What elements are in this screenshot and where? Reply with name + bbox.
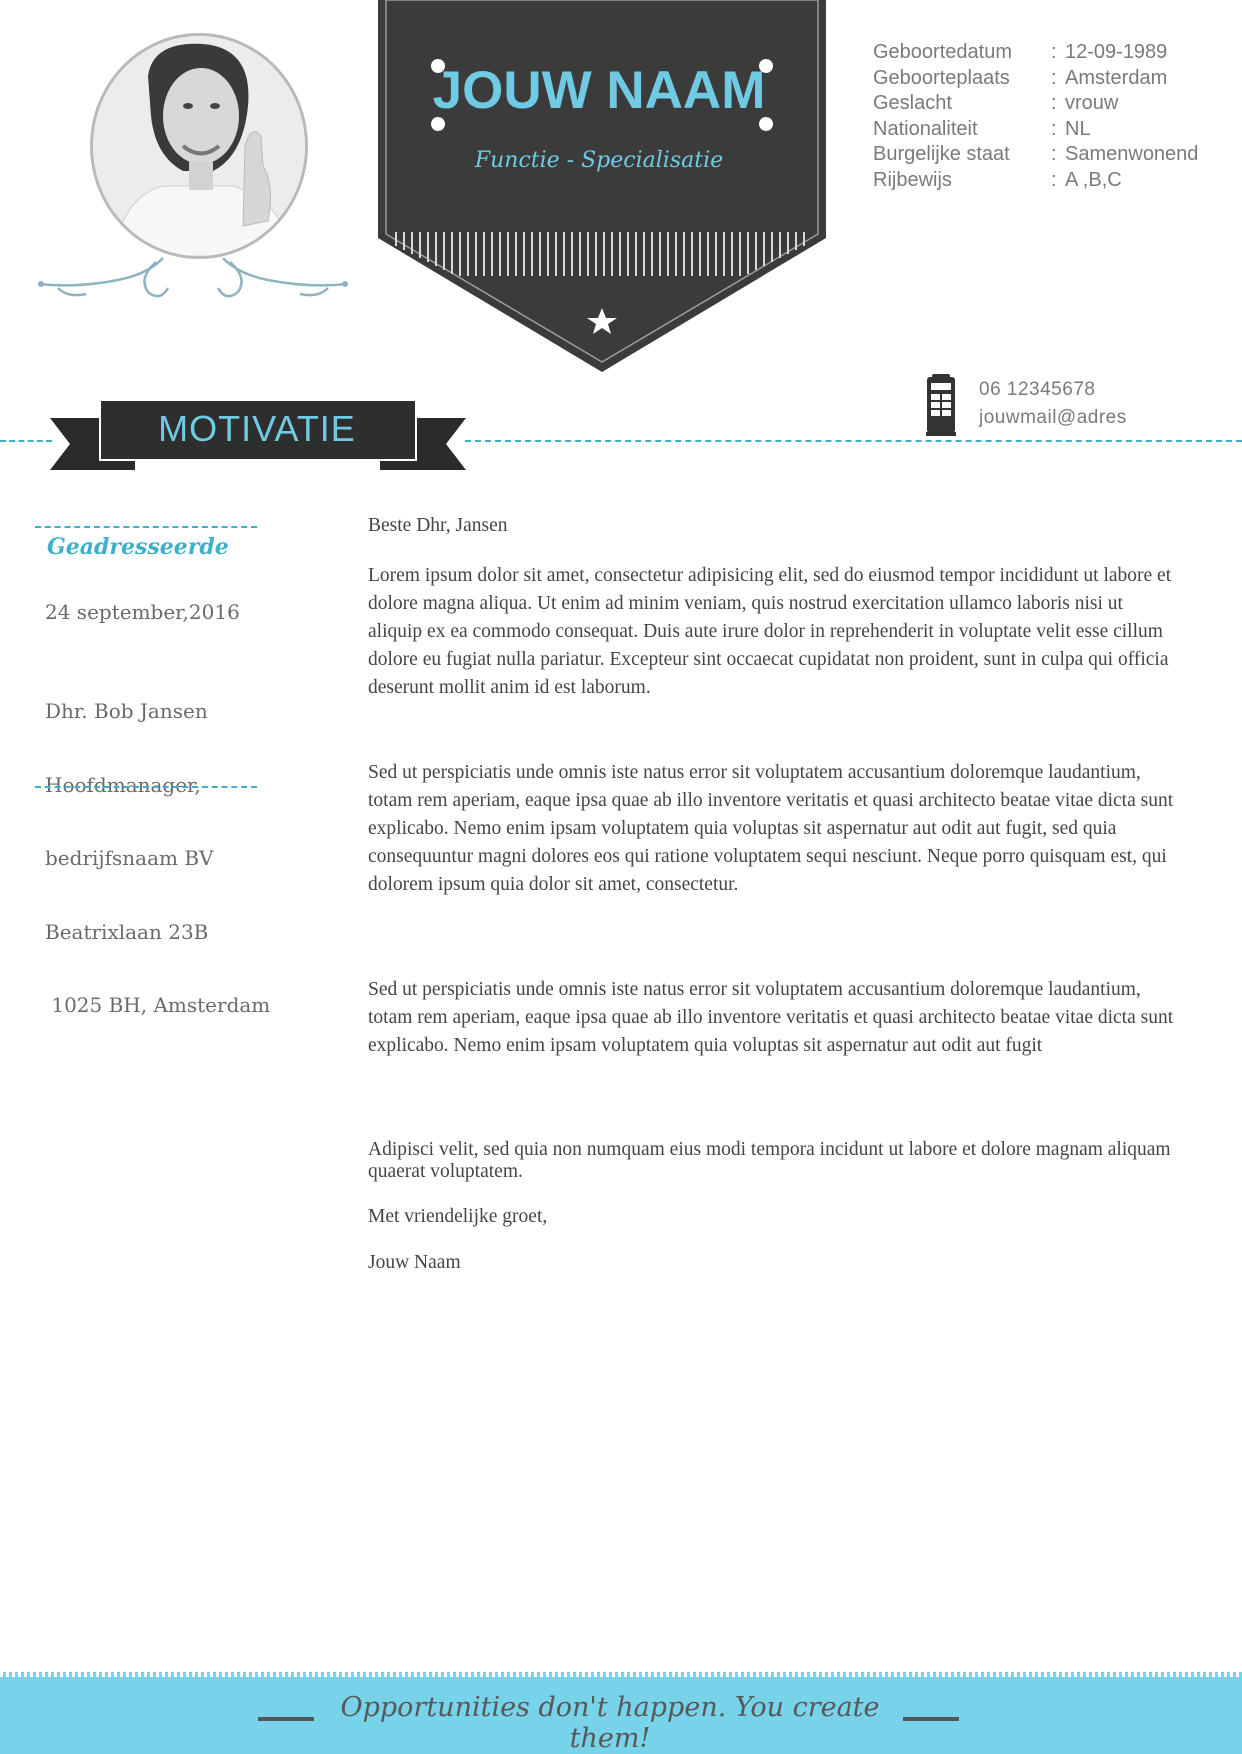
- letter-paragraph: Adipisci velit, sed quia non numquam eius modi tempora incidunt ut labore et dolore magnam aliquam quaerat voluptatem.: [368, 1139, 1171, 1182]
- info-row: Nationaliteit : NL: [873, 117, 1091, 140]
- addressee-address: [45, 650, 270, 1042]
- footer-quote: Opportunities don't happen. You create them!: [340, 1692, 880, 1754]
- profile-photo: [90, 33, 308, 259]
- info-row: Geslacht : vrouw: [873, 92, 1119, 114]
- info-row: Burgelijke staat : Samenwonend: [873, 143, 1199, 165]
- footer-dash: [258, 1717, 314, 1721]
- info-row: Geboortedatum : 12-09-1989: [873, 41, 1168, 63]
- divider-line: [0, 440, 52, 442]
- phone-booth-icon: [926, 374, 956, 436]
- email-address: jouwmail@adres: [979, 407, 1127, 428]
- address-line: Beatrixlaan 23B: [45, 919, 209, 944]
- letter-date: 24 september,2016: [45, 600, 240, 624]
- info-row: Rijbewijs : A ,B,C: [873, 168, 1122, 191]
- info-row: Geboorteplaats : Amsterdam: [873, 66, 1168, 89]
- divider-line: [35, 526, 257, 528]
- section-title: MOTIVATIE: [158, 408, 356, 449]
- addressee-heading: Geadresseerde: [47, 534, 229, 560]
- name-badge: [376, 0, 828, 372]
- address-line: Hoofdmanager,: [45, 772, 201, 797]
- address-line: bedrijfsnaam BV: [45, 846, 214, 870]
- personal-info: [873, 40, 1198, 193]
- flourish-ornament: [38, 248, 348, 312]
- letter-paragraph: Sed ut perspiciatis unde omnis iste natus error sit voluptatem accusantium doloremque laudantium, totam rem aperiam, eaque ipsa quae ab illo inventore veritatis et quasi architecto beatae vitae dicta sunt explicabo. Nemo enim ipsam voluptatem quia voluptas sit aspernatur aut odit aut fugit, sed quia consequuntur magni dolores eos qui ratione voluptatem sequi nesciunt. Neque porro quisquam est, qui dolorem ipsum quia dolor sit amet, consectetur.: [368, 762, 1174, 895]
- signature: Jouw Naam: [368, 1252, 461, 1273]
- address-line: 1025 BH, Amsterdam: [45, 993, 271, 1017]
- divider-line: [35, 786, 257, 788]
- job-function: Functie - Specialisatie: [474, 148, 724, 173]
- closing: Met vriendelijke groet,: [368, 1206, 548, 1227]
- letter-paragraph: Sed ut perspiciatis unde omnis iste natus error sit voluptatem accusantium doloremque laudantium, totam rem aperiam, eaque ipsa quae ab illo inventore veritatis et quasi architecto beatae vitae dicta sunt explicabo. Nemo enim ipsam voluptatem quia voluptas sit aspernatur aut odit aut fugit: [368, 979, 1174, 1056]
- footer-dash: [903, 1717, 959, 1721]
- phone-number: 06 12345678: [979, 379, 1096, 400]
- contact-info: [979, 376, 1127, 432]
- divider-line: [465, 440, 1242, 442]
- letter-paragraph: Lorem ipsum dolor sit amet, consectetur adipisicing elit, sed do eiusmod tempor incididunt ut labore et dolore magna aliqua. Ut enim ad minim veniam, quis nostrud exercitation ullamco laboris nisi ut aliquip ex ea commodo consequat. Duis aute irure dolor in reprehenderit in voluptate velit esse cillum dolore eu fugiat nulla pariatur. Excepteur sint occaecat cupidatat non proident, sunt in culpa qui officia deserunt mollit anim id est laborum.: [368, 565, 1172, 698]
- applicant-name: JOUW NAAM: [432, 61, 766, 120]
- address-line: Dhr. Bob Jansen: [45, 699, 208, 723]
- person-avatar-icon: [93, 36, 305, 256]
- salutation: Beste Dhr, Jansen: [368, 515, 508, 536]
